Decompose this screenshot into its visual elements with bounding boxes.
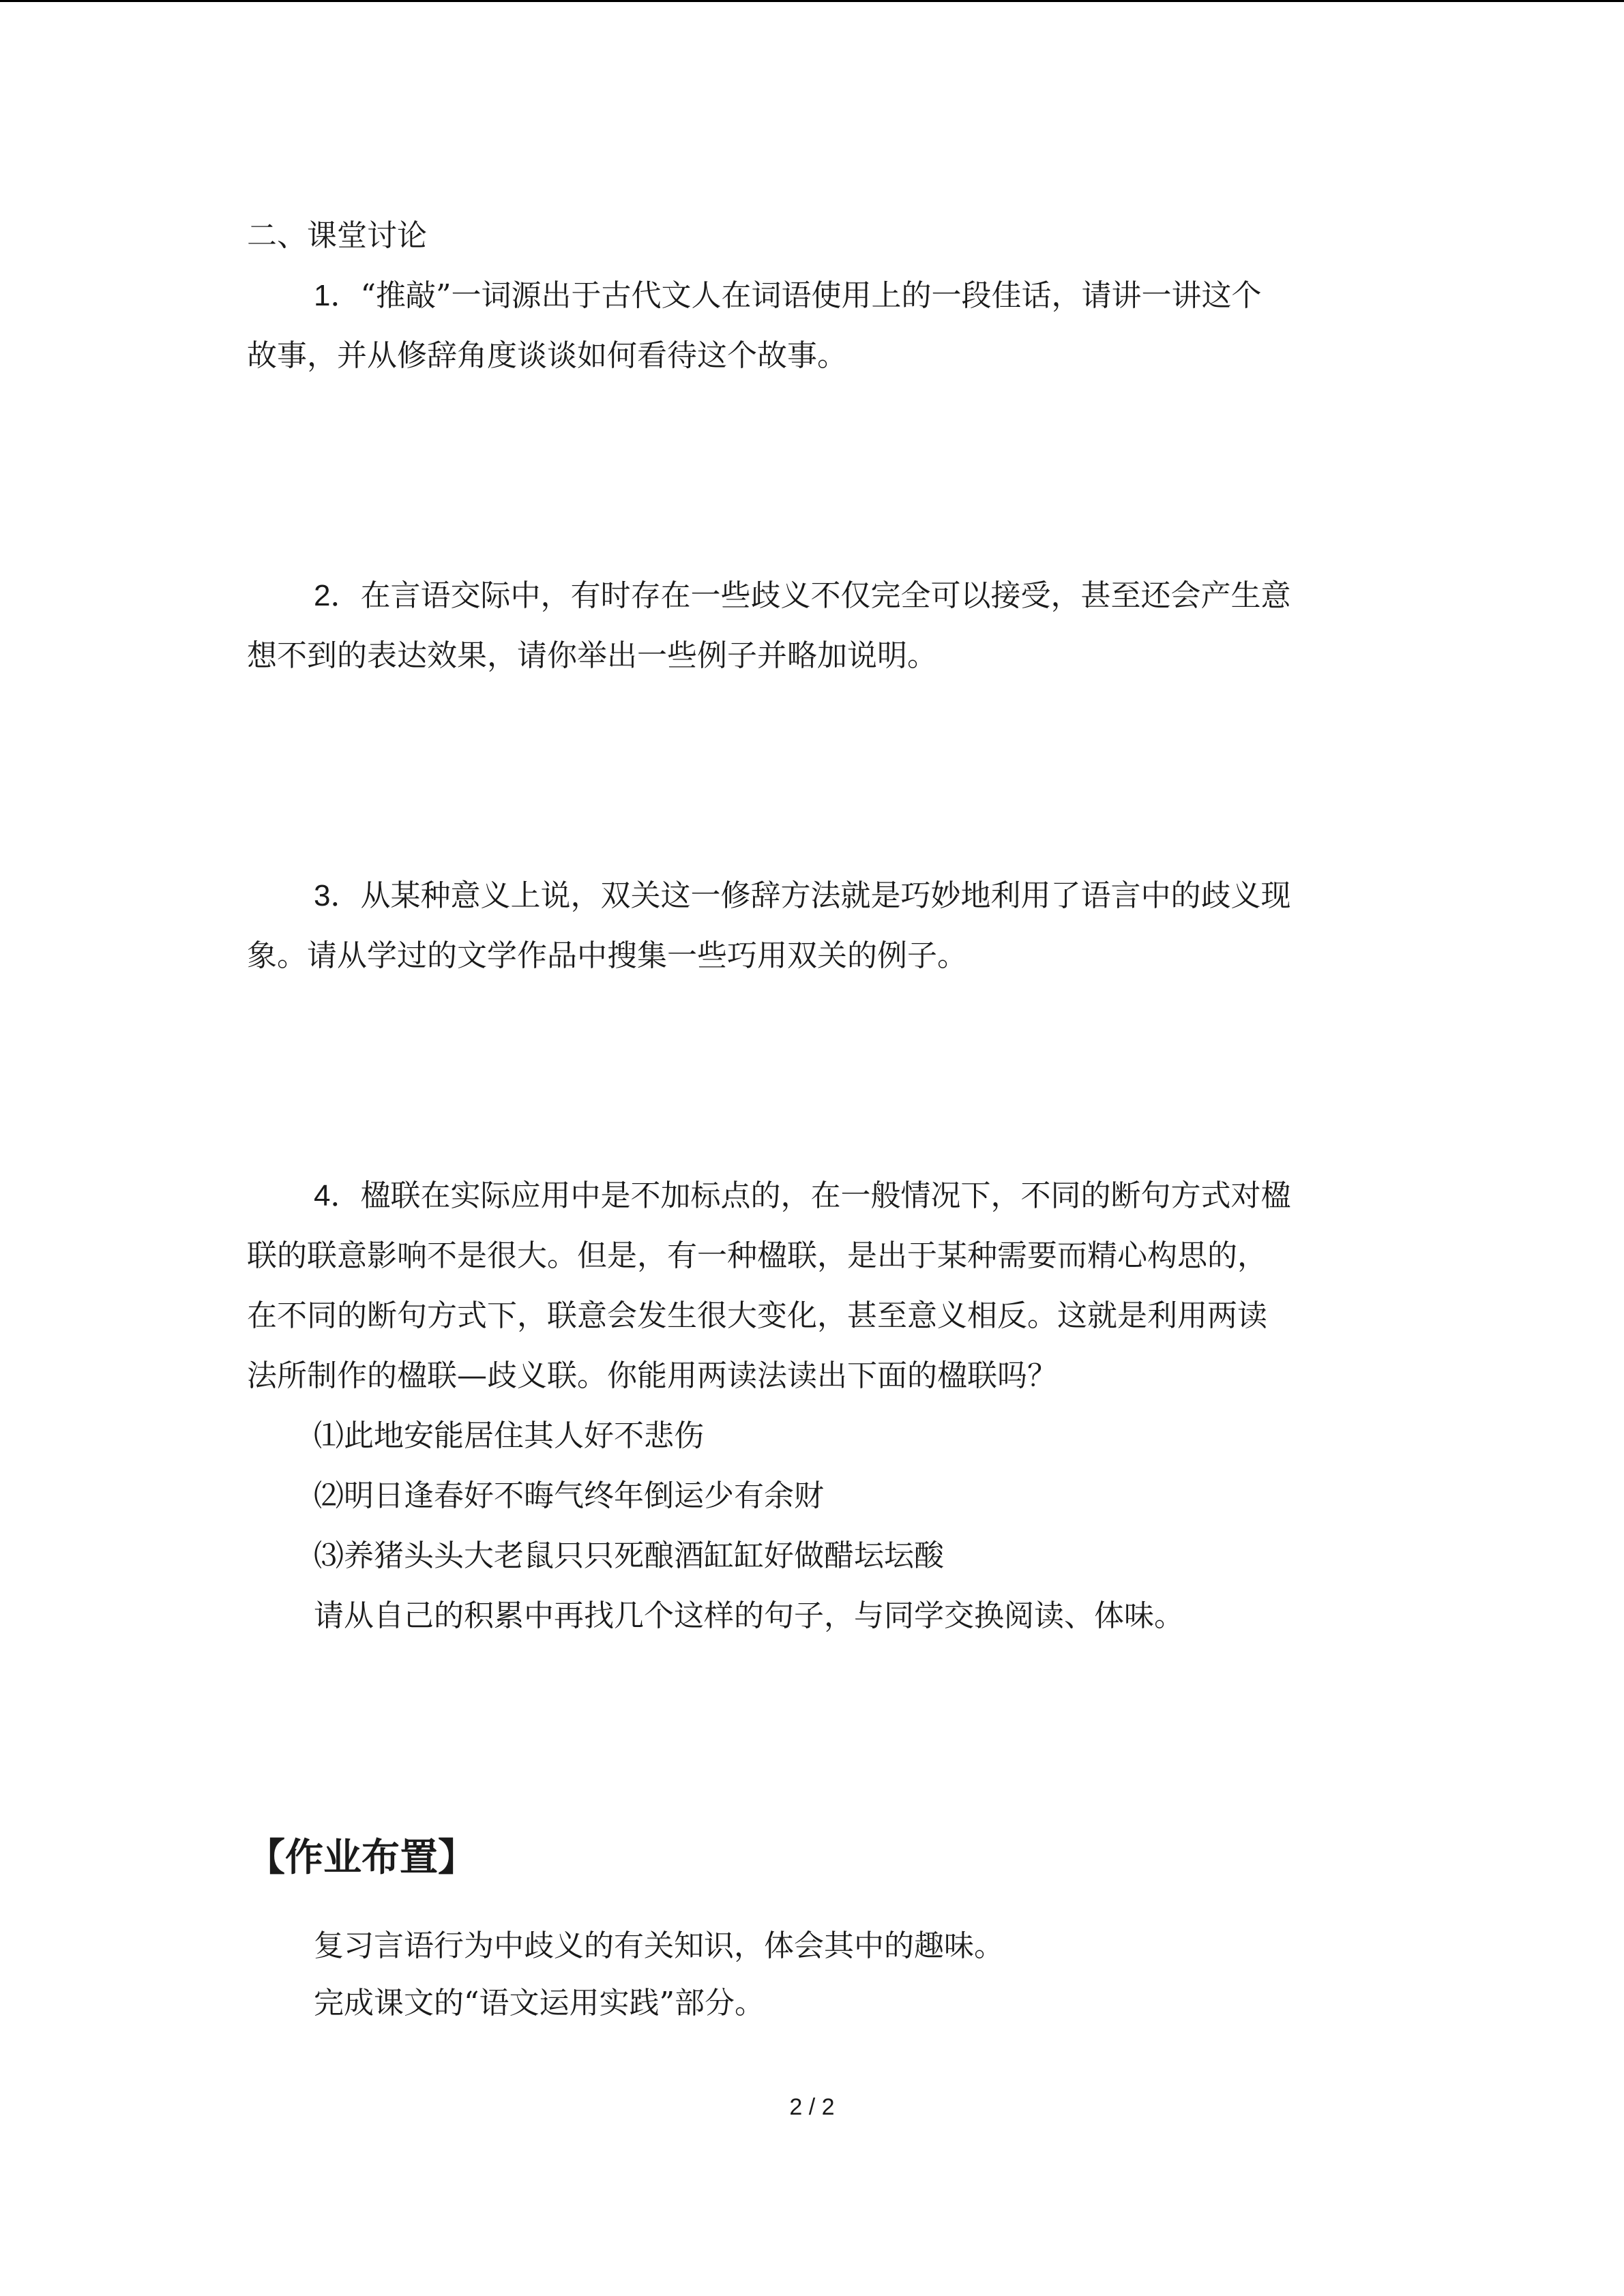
couplet-item-2: ⑵明日逢春好不晦气终年倒运少有余财 [314,1478,824,1513]
question-2-number: 2． [314,579,361,612]
question-4-closing: 请从自己的积累中再找几个这样的句子，与同学交换阅读、体味。 [314,1598,1184,1633]
question-2-line-2: 想不到的表达效果，请你举出一些例子并略加说明。 [247,638,937,673]
couplet-item-3: ⑶养猪头头大老鼠只只死酿酒缸缸好做醋坛坛酸 [314,1538,944,1573]
question-2-line-1 [314,577,1290,615]
homework-line-1: 复习言语行为中歧义的有关知识，体会其中的趣味。 [314,1928,1004,1963]
question-4-text: 楹联在实际应用中是不加标点的，在一般情况下，不同的断句方式对楹 [360,1178,1291,1213]
question-2-text: 在言语交际中，有时存在一些歧义不仅完全可以接受，甚至还会产生意 [360,578,1291,613]
question-4-number: 4． [314,1179,361,1212]
question-3-line-2: 象。请从学过的文学作品中搜集一些巧用双关的例子。 [247,938,967,973]
couplet-item-1: ⑴此地安能居住其人好不悲伤 [314,1418,704,1453]
question-1-text: “推敲”一词源出于古代文人在词语使用上的一段佳话，请讲一讲这个 [360,278,1262,313]
homework-line-2: 完成课文的“语文运用实践”部分。 [314,1986,765,2021]
question-4-line-1 [314,1177,1290,1215]
question-3-number: 3． [314,879,361,912]
question-1-number: 1． [314,279,361,312]
question-4-line-4: 法所制作的楹联—歧义联。你能用两读法读出下面的楹联吗？ [247,1358,1057,1393]
discussion-heading: 二、课堂讨论 [247,218,427,253]
question-4-line-3: 在不同的断句方式下，联意会发生很大变化，甚至意义相反。这就是利用两读 [247,1298,1267,1333]
homework-heading: 【作业布置】 [247,1836,476,1880]
page-number: 2 / 2 [789,2094,835,2120]
question-1-line-2: 故事，并从修辞角度谈谈如何看待这个故事。 [247,338,847,373]
question-3-text: 从某种意义上说，双关这一修辞方法就是巧妙地利用了语言中的歧义现 [360,878,1291,913]
question-3-line-1 [314,877,1290,915]
question-1-line-1 [314,277,1261,315]
question-4-line-2: 联的联意影响不是很大。但是，有一种楹联，是出于某种需要而精心构思的， [247,1238,1267,1273]
